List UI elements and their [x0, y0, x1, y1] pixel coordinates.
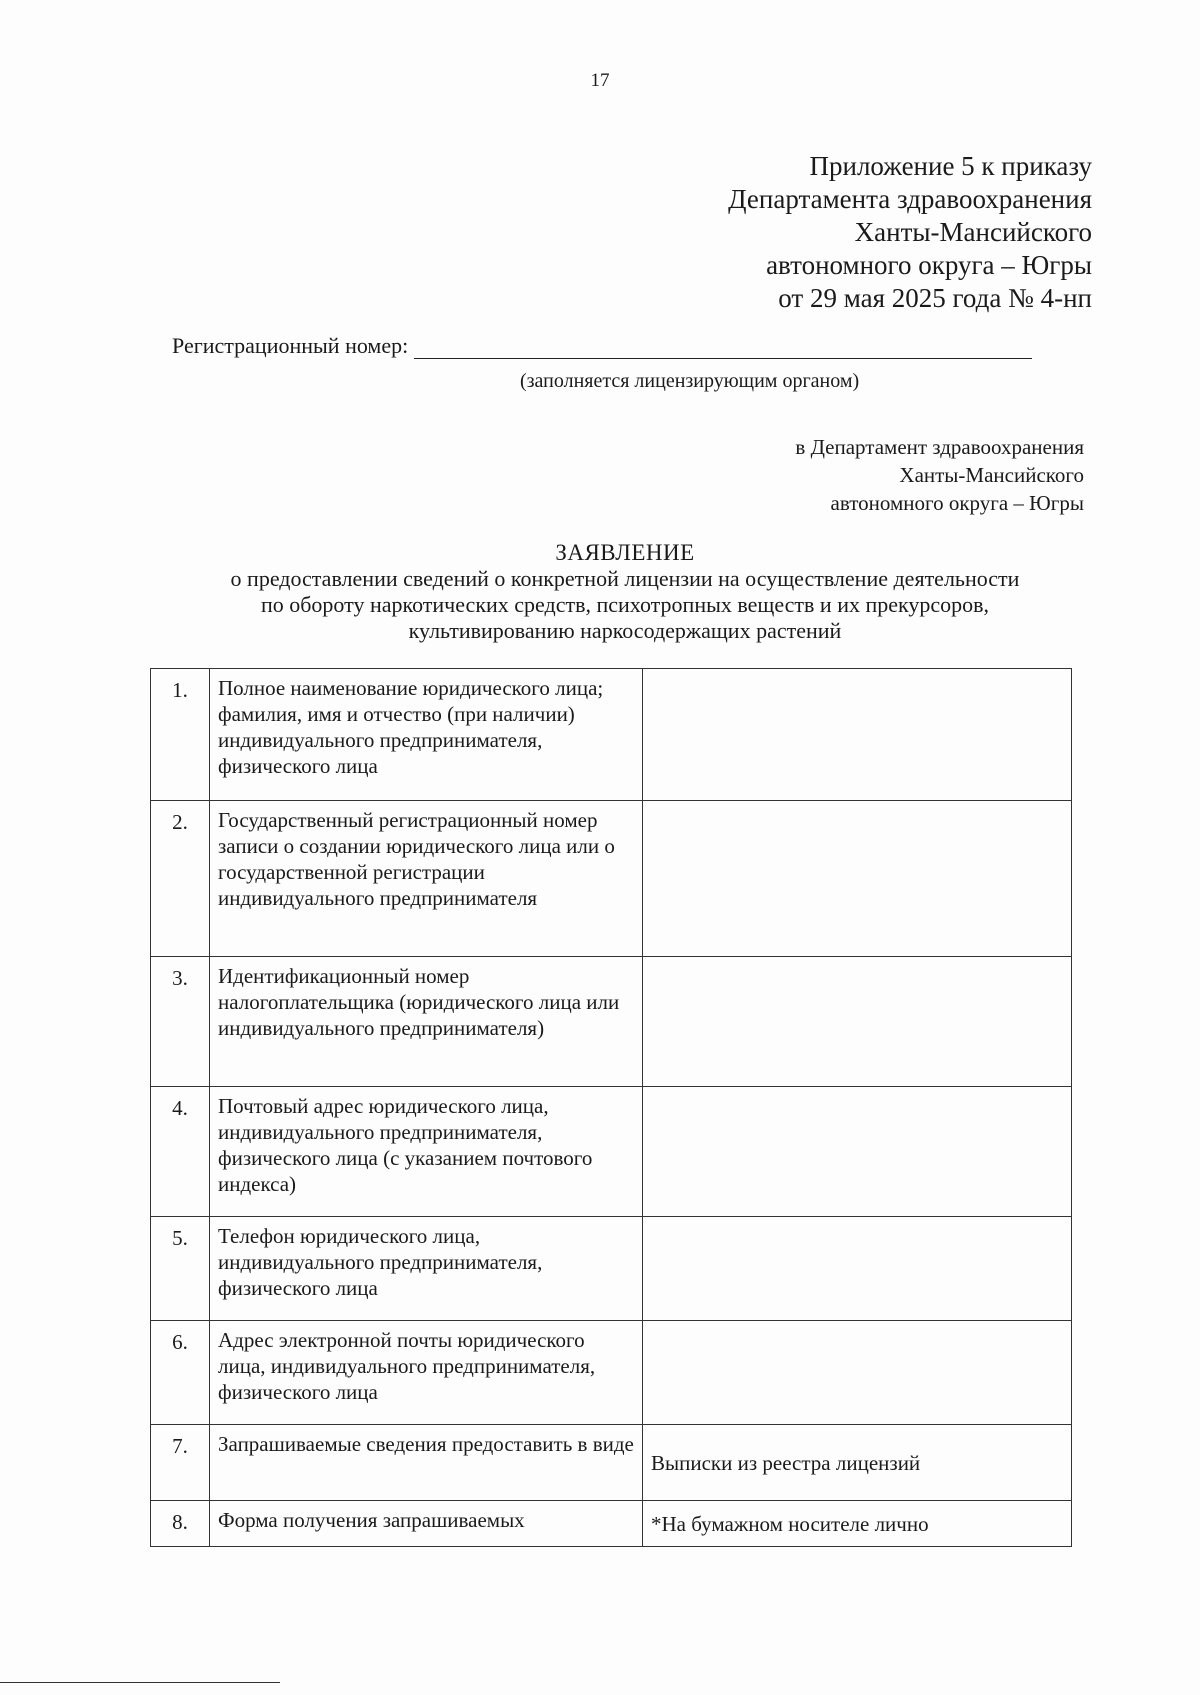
row-number: 2.	[151, 801, 210, 957]
row-label: Телефон юридического лица, индивидуального предпринимателя, физического лица	[210, 1217, 643, 1321]
table-row	[151, 1321, 1072, 1425]
recipient-block	[564, 433, 1084, 517]
application-heading	[180, 540, 1070, 644]
appendix-line-4: автономного округа – Югры	[766, 250, 1092, 280]
appendix-line-3: Ханты-Мансийского	[854, 217, 1092, 247]
recipient-line-3: автономного округа – Югры	[830, 491, 1084, 515]
application-title: ЗАЯВЛЕНИЕ	[555, 540, 695, 565]
appendix-block	[472, 150, 1092, 315]
row-value-field[interactable]	[643, 1217, 1072, 1321]
heading-line-1: о предоставлении сведений о конкретной лицензии на осуществление деятельности	[230, 566, 1020, 591]
row-value-field[interactable]	[643, 1321, 1072, 1425]
table-row	[151, 1425, 1072, 1501]
heading-line-2: по обороту наркотических средств, психотропных веществ и их прекурсоров,	[260, 592, 990, 617]
registration-label: Регистрационный номер:	[172, 333, 409, 358]
row-number: 3.	[151, 957, 210, 1087]
appendix-line-2: Департамента здравоохранения	[728, 184, 1092, 214]
row-number: 8.	[151, 1501, 210, 1547]
row-value-field[interactable]: *На бумажном носителе лично	[643, 1501, 1072, 1547]
table-row	[151, 669, 1072, 801]
table-row	[151, 1087, 1072, 1217]
row-value-field[interactable]	[643, 1087, 1072, 1217]
row-label: Полное наименование юридического лица; фамилия, имя и отчество (при наличии) индивидуального предпринимателя, физического лица	[210, 669, 643, 801]
registration-hint: (заполняется лицензирующим органом)	[520, 370, 860, 392]
table-row	[151, 1217, 1072, 1321]
row-label: Адрес электронной почты юридического лица, индивидуального предпринимателя, физического лица	[210, 1321, 643, 1425]
table-row	[151, 957, 1072, 1087]
row-number: 6.	[151, 1321, 210, 1425]
row-number: 4.	[151, 1087, 210, 1217]
appendix-line-5: от 29 мая 2025 года № 4-нп	[778, 283, 1092, 313]
registration-row	[172, 333, 1032, 359]
row-number: 7.	[151, 1425, 210, 1501]
row-label: Почтовый адрес юридического лица, индивидуального предпринимателя, физического лица (с указанием почтового индекса)	[210, 1087, 643, 1217]
appendix-line-1: Приложение 5 к приказу	[809, 151, 1092, 181]
row-number: 5.	[151, 1217, 210, 1321]
row-label: Форма получения запрашиваемых	[210, 1501, 643, 1547]
row-label: Государственный регистрационный номер записи о создании юридического лица или о государственной регистрации индивидуального предпринимателя	[210, 801, 643, 957]
table-row	[151, 801, 1072, 957]
row-value-field[interactable]: Выписки из реестра лицензий	[643, 1425, 1072, 1501]
row-value-field[interactable]	[643, 957, 1072, 1087]
row-label: Идентификационный номер налогоплательщика (юридического лица или индивидуального предпринимателя)	[210, 957, 643, 1087]
page-number: 17	[590, 70, 610, 91]
recipient-line-2: Ханты-Мансийского	[899, 463, 1084, 487]
footnote-separator	[0, 1682, 280, 1683]
heading-line-3: культивированию наркосодержащих растений	[408, 618, 842, 643]
row-value-field[interactable]	[643, 801, 1072, 957]
row-number: 1.	[151, 669, 210, 801]
registration-number-field[interactable]	[414, 334, 1032, 359]
application-form-table	[150, 668, 1072, 1547]
row-value-field[interactable]	[643, 669, 1072, 801]
row-label: Запрашиваемые сведения предоставить в виде	[210, 1425, 643, 1501]
table-row	[151, 1501, 1072, 1547]
recipient-line-1: в Департамент здравоохранения	[795, 435, 1084, 459]
